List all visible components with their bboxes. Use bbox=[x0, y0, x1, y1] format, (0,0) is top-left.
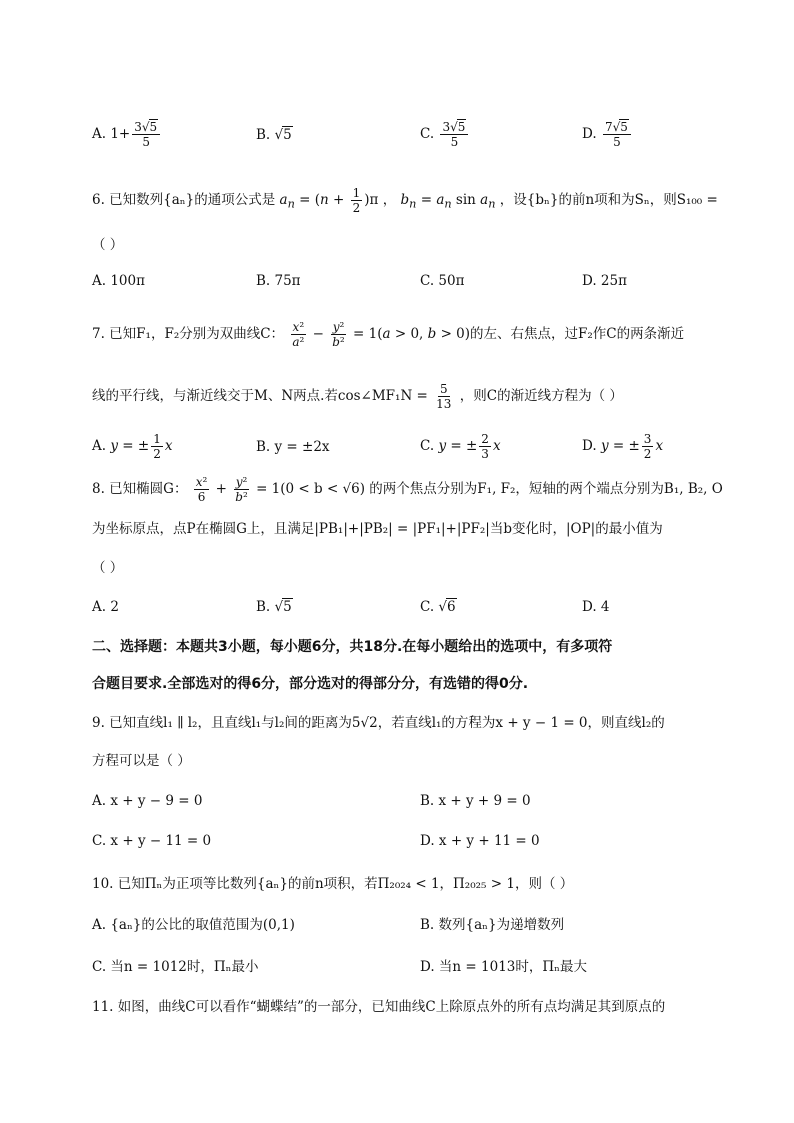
q10-option-d: D. 当n = 1013时，Πₙ最大 bbox=[420, 959, 587, 975]
q7-option-a: A. y = ± $\frac{1}{2}$ x bbox=[92, 432, 173, 461]
q7-stem-line1: 7. 已知F₁，F₂分别为双曲线C： $\frac{\text{x²}}{\text{a²}}$ − $\frac{\text{y²}}{\text{b²}}$ = 1(a > 0, b > 0)的左、右焦点，过F₂作C的两条渐近 bbox=[92, 320, 685, 349]
q9-option-a: A. x + y − 9 = 0 bbox=[92, 793, 203, 809]
q9-stem-line2: 方程可以是（ ） bbox=[92, 753, 191, 769]
q10-option-c: C. 当n = 1012时，Πₙ最小 bbox=[92, 959, 259, 975]
q6-option-a: A. 100π bbox=[92, 273, 145, 289]
q6-option-c: C. 50π bbox=[420, 273, 465, 289]
q9-option-b: B. x + y + 9 = 0 bbox=[420, 793, 531, 809]
q5-option-c: C. $\frac{3√5}{5}$ bbox=[420, 120, 470, 149]
q5-option-d: D. $\frac{7√5}{5}$ bbox=[582, 120, 633, 149]
q10-option-a: A. {aₙ}的公比的取值范围为(0,1) bbox=[92, 917, 295, 933]
q10-option-b: B. 数列{aₙ}为递增数列 bbox=[420, 917, 565, 933]
q8-option-a: A. 2 bbox=[92, 599, 119, 615]
q6-option-d: D. 25π bbox=[582, 273, 627, 289]
q7-option-c: C. y = ± $\frac{2}{3}$ x bbox=[420, 432, 501, 461]
q5-option-b: B. √5 bbox=[256, 127, 292, 143]
q7-option-d: D. y = ± $\frac{3}{2}$ x bbox=[582, 432, 664, 461]
section-2-header-line1: 二、选择题：本题共3小题，每小题6分，共18分.在每小题给出的选项中，有多项符 bbox=[92, 639, 613, 655]
q8-stem-line1: 8. 已知椭圆G： $\frac{\text{x²}}{6}$ + $\frac{\text{y²}}{\text{b²}}$ = 1(0 < b < √6) 的两个焦点分别为F₁, F₂，短轴的两个端点分别为B₁, B₂, O bbox=[92, 475, 723, 504]
q5-option-a: A. 1+ $\frac{3√5}{5}$ bbox=[92, 120, 162, 149]
q8-blank: （ ） bbox=[92, 560, 124, 576]
section-2-header-line2: 合题目要求.全部选对的得6分，部分选对的得部分分，有选错的得0分. bbox=[92, 676, 529, 692]
q8-option-b: B. √5 bbox=[256, 599, 292, 615]
q7-stem-line2: 线的平行线，与渐近线交于M、N两点.若cos∠MF₁N = $\frac{5}{13}$ ，则C的渐近线方程为（ ） bbox=[92, 382, 623, 411]
q8-stem-line2: 为坐标原点，点P在椭圆G上，且满足|PB₁|+|PB₂| = |PF₁|+|PF₂|当b变化时，|OP|的最小值为 bbox=[92, 521, 663, 537]
q9-option-d: D. x + y + 11 = 0 bbox=[420, 833, 540, 849]
q6-blank: （ ） bbox=[92, 237, 124, 253]
q6-option-b: B. 75π bbox=[256, 273, 301, 289]
q9-option-c: C. x + y − 11 = 0 bbox=[92, 833, 212, 849]
q10-stem: 10. 已知Πₙ为正项等比数列{aₙ}的前n项积，若Π₂₀₂₄ < 1，Π₂₀₂₅ > 1，则（ ） bbox=[92, 876, 574, 892]
q8-option-d: D. 4 bbox=[582, 599, 610, 615]
q6-stem: 6. 已知数列{aₙ}的通项公式是 $a_n = (n$ + $\frac{1}{2}$ )π ， $b_n = a_n$ $\sin a_n$ ，设{bₙ}的前n项和为Sₙ，则S₁₀₀ = bbox=[92, 186, 718, 215]
q9-stem-line1: 9. 已知直线l₁ ∥ l₂，且直线l₁与l₂间的距离为5√2，若直线l₁的方程为x + y − 1 = 0，则直线l₂的 bbox=[92, 715, 665, 731]
q7-option-b: B. y = ±2x bbox=[256, 439, 330, 455]
q11-stem: 11. 如图，曲线C可以看作“蝴蝶结”的一部分，已知曲线C上除原点外的所有点均满足其到原点的 bbox=[92, 999, 666, 1015]
q8-option-c: C. √6 bbox=[420, 599, 456, 615]
